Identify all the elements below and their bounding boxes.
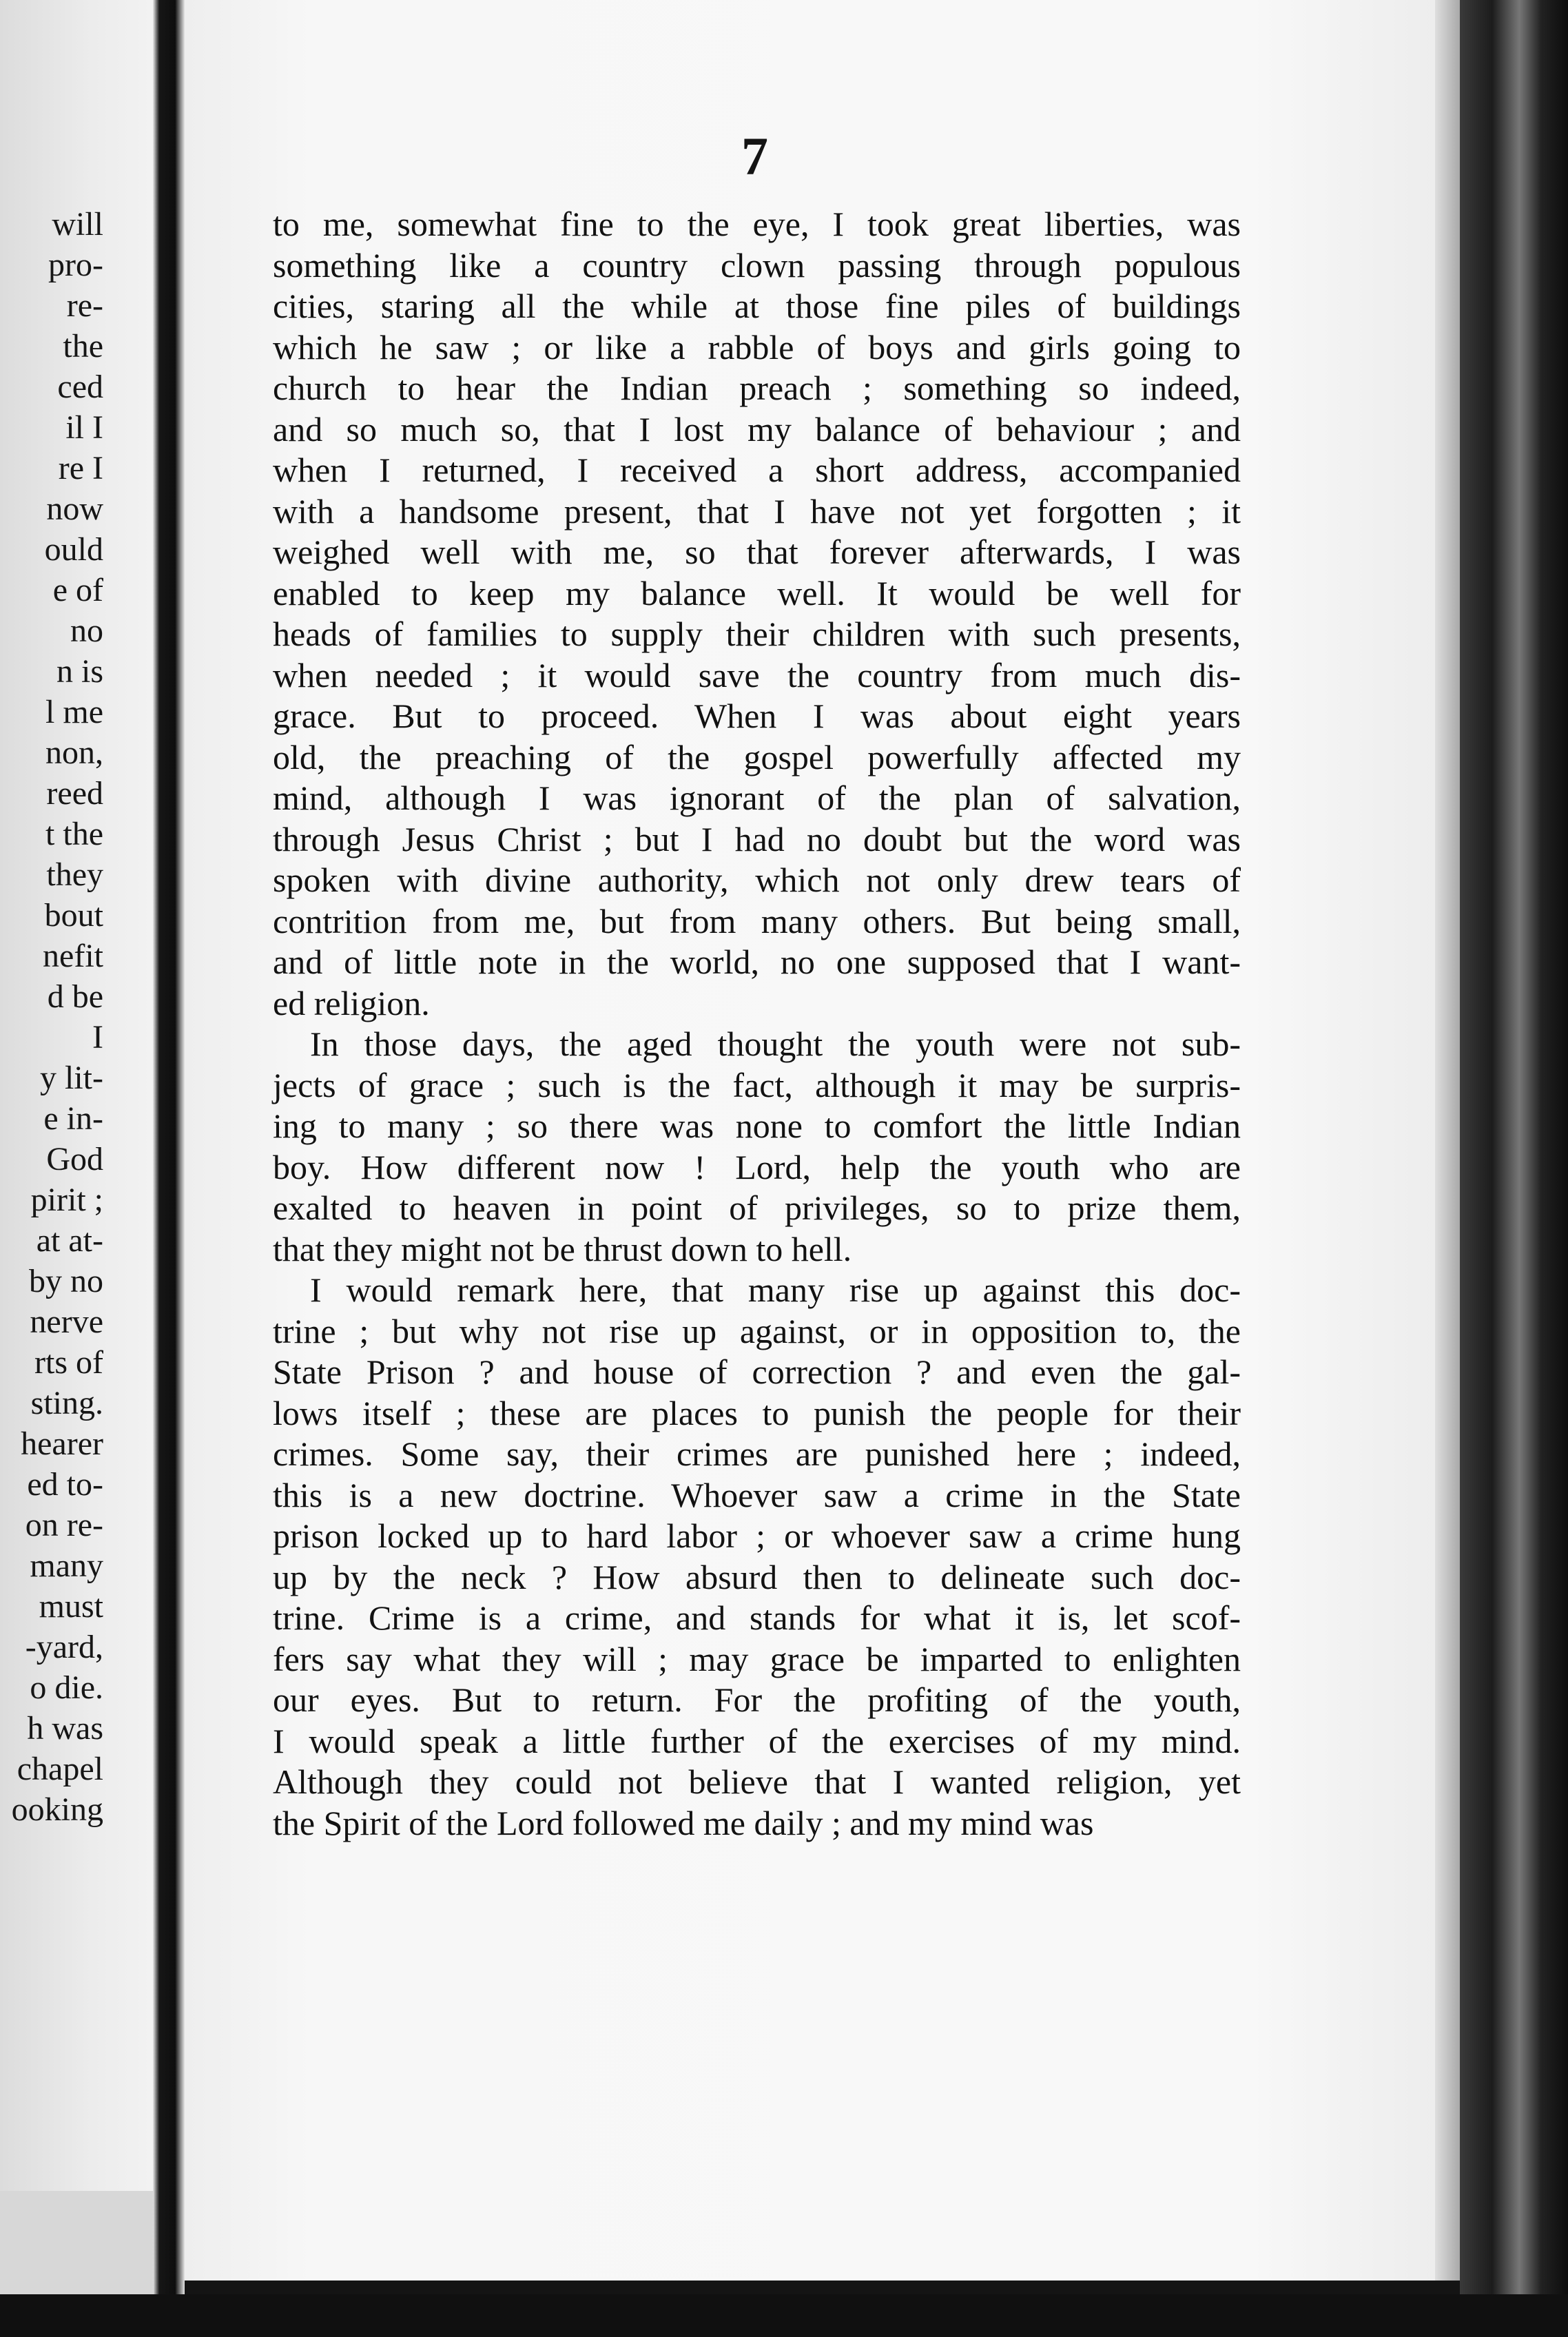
text-line: fers say what they will ; may grace be imparted to enlighten bbox=[273, 1639, 1241, 1678]
facing-page-line: will bbox=[52, 206, 103, 243]
text-line: the Spirit of the Lord followed me daily ; and my mind was bbox=[273, 1803, 1094, 1842]
text-line: through Jesus Christ ; but I had no doubt but the word was bbox=[273, 819, 1241, 858]
facing-page-line: pro- bbox=[48, 247, 103, 283]
page-body-text bbox=[273, 204, 1241, 1844]
text-line: church to hear the Indian preach ; something so indeed, bbox=[273, 369, 1241, 407]
facing-page-line: by no bbox=[29, 1263, 103, 1299]
text-line: lows itself ; these are places to punish the people for their bbox=[273, 1393, 1241, 1432]
text-line: with a handsome present, that I have not yet forgotten ; it bbox=[273, 491, 1241, 531]
facing-page-line: -yard, bbox=[25, 1629, 103, 1665]
facing-page-line: ed to- bbox=[27, 1466, 103, 1503]
facing-page-line: now bbox=[46, 491, 103, 527]
book-fore-edge bbox=[1460, 0, 1568, 2294]
text-line: trine. Crime is a crime, and stands for what it is, let scof- bbox=[273, 1598, 1241, 1637]
text-line: this is a new doctrine. Whoever saw a crime in the State bbox=[273, 1475, 1241, 1514]
facing-page-line: must bbox=[39, 1588, 103, 1625]
text-line: old, the preaching of the gospel powerfully affected my bbox=[273, 737, 1241, 776]
text-line: ed religion. bbox=[273, 983, 430, 1022]
text-line: In those days, the aged thought the youth were not sub- bbox=[310, 1025, 1241, 1063]
facing-page-line: many bbox=[30, 1547, 103, 1584]
text-line: spoken with divine authority, which not only drew tears of bbox=[273, 861, 1241, 899]
text-line: up by the neck ? How absurd then to delineate such doc- bbox=[273, 1557, 1241, 1596]
text-line: to me, somewhat fine to the eye, I took great liberties, was bbox=[273, 205, 1241, 243]
paragraph bbox=[273, 204, 1241, 1024]
text-line: which he saw ; or like a rabble of boys and girls going to bbox=[273, 327, 1241, 367]
text-line: ing to many ; so there was none to comfort the little Indian bbox=[273, 1106, 1241, 1145]
facing-page-line: re- bbox=[66, 287, 103, 324]
facing-page-line: I bbox=[92, 1019, 103, 1056]
facing-page-line: reed bbox=[46, 775, 103, 812]
facing-page-line: il I bbox=[65, 409, 103, 446]
scan-bottom-border bbox=[0, 2294, 1568, 2337]
facing-page-line: God bbox=[46, 1141, 103, 1177]
facing-page-line: rts of bbox=[34, 1344, 103, 1381]
facing-page-line: the bbox=[63, 328, 103, 364]
text-line: Although they could not believe that I wanted religion, yet bbox=[273, 1762, 1241, 1801]
text-line: weighed well with me, so that forever afterwards, I was bbox=[273, 533, 1241, 571]
facing-page-line: bout bbox=[44, 897, 103, 934]
facing-page-line: d be bbox=[47, 978, 103, 1015]
facing-page-line: on re- bbox=[25, 1507, 103, 1543]
text-line: jects of grace ; such is the fact, although it may be surpris- bbox=[273, 1065, 1241, 1104]
facing-page-bottom-edge bbox=[0, 2191, 172, 2294]
text-line: mind, although I was ignorant of the plan of salvation, bbox=[273, 779, 1241, 817]
facing-page-line: nerve bbox=[30, 1304, 103, 1340]
text-line: something like a country clown passing through populous bbox=[273, 245, 1241, 285]
paragraph bbox=[273, 1270, 1241, 1844]
facing-page-line: ced bbox=[57, 369, 103, 405]
text-line: grace. But to proceed. When I was about eight years bbox=[273, 697, 1241, 735]
paragraph bbox=[273, 1024, 1241, 1270]
text-line: heads of families to supply their children with such presents, bbox=[273, 615, 1241, 653]
text-line: contrition from me, but from many others. But being small, bbox=[273, 901, 1241, 940]
facing-page-line: ould bbox=[44, 531, 103, 568]
text-line: when I returned, I received a short address, accompanied bbox=[273, 451, 1241, 489]
text-line: exalted to heaven in point of privileges, so to prize them, bbox=[273, 1188, 1241, 1227]
facing-page-line: sting. bbox=[30, 1385, 103, 1421]
facing-page-line: re I bbox=[58, 450, 103, 486]
text-line: I would remark here, that many rise up against this doc- bbox=[310, 1270, 1241, 1309]
text-line: State Prison ? and house of correction ? and even the gal- bbox=[273, 1352, 1241, 1391]
text-line: our eyes. But to return. For the profiting of the youth, bbox=[273, 1680, 1241, 1719]
facing-page-fragment bbox=[0, 0, 153, 2191]
facing-page-line: t the bbox=[45, 816, 103, 852]
facing-page-line: h was bbox=[27, 1710, 103, 1747]
text-line: and so much so, that I lost my balance of behaviour ; and bbox=[273, 409, 1241, 449]
book-page bbox=[185, 0, 1435, 2281]
text-line: trine ; but why not rise up against, or in opposition to, the bbox=[273, 1311, 1241, 1350]
facing-page-line: non, bbox=[45, 734, 103, 771]
facing-page-line: nefit bbox=[43, 938, 103, 974]
facing-page-line: e in- bbox=[43, 1100, 103, 1137]
text-line: I would speak a little further of the exercises of my mind. bbox=[273, 1721, 1241, 1760]
facing-page-line: e of bbox=[52, 572, 103, 608]
facing-page-line: n is bbox=[56, 653, 103, 690]
facing-page-line: chapel bbox=[17, 1751, 103, 1787]
facing-page-line: pirit ; bbox=[30, 1182, 103, 1218]
facing-page-line: hearer bbox=[21, 1425, 103, 1462]
facing-page-line: at at- bbox=[36, 1222, 103, 1259]
facing-page-line: y lit- bbox=[40, 1060, 103, 1096]
book-gutter bbox=[153, 0, 185, 2294]
text-line: boy. How different now ! Lord, help the youth who are bbox=[273, 1147, 1241, 1186]
facing-page-line: o die. bbox=[30, 1669, 103, 1706]
facing-page-line: no bbox=[70, 612, 103, 649]
facing-page-line: ooking bbox=[11, 1791, 103, 1828]
page-edge-shadow bbox=[1435, 0, 1460, 2281]
text-line: crimes. Some say, their crimes are punished here ; indeed, bbox=[273, 1434, 1241, 1473]
page-number: 7 bbox=[741, 126, 768, 186]
text-line: that they might not be thrust down to hell. bbox=[273, 1229, 852, 1268]
text-line: enabled to keep my balance well. It would be well for bbox=[273, 573, 1241, 612]
facing-page-line: l me bbox=[45, 694, 103, 730]
text-line: and of little note in the world, no one supposed that I want- bbox=[273, 943, 1241, 981]
text-line: prison locked up to hard labor ; or whoever saw a crime hung bbox=[273, 1516, 1241, 1555]
facing-page-text bbox=[0, 204, 103, 1830]
text-line: when needed ; it would save the country from much dis- bbox=[273, 655, 1241, 694]
facing-page-line: they bbox=[46, 856, 103, 893]
text-line: cities, staring all the while at those fine piles of buildings bbox=[273, 287, 1241, 325]
